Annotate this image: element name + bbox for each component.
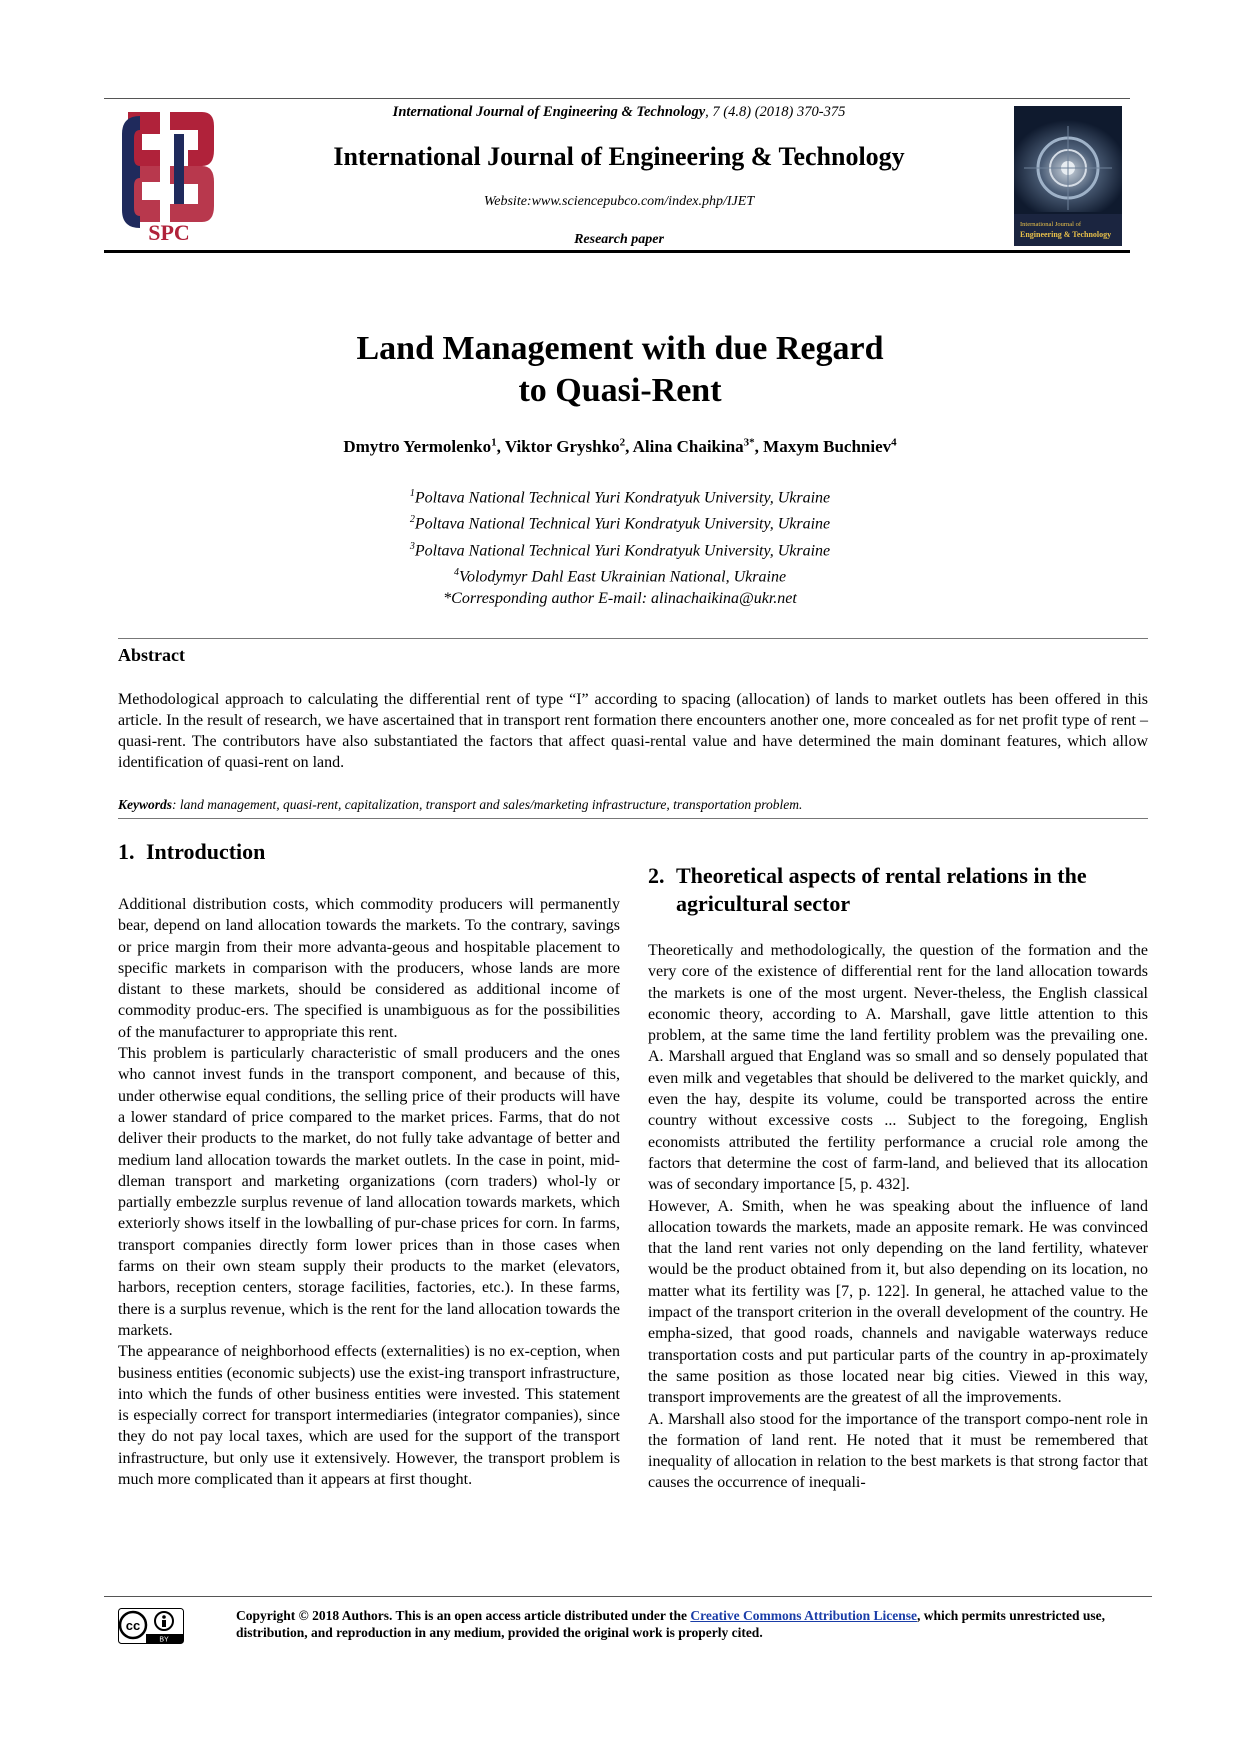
journal-name: International Journal of Engineering & Technology: [333, 142, 905, 171]
paper-type: Research paper: [574, 232, 664, 247]
right-column: [648, 862, 1148, 1494]
abstract-top-rule: [118, 638, 1148, 639]
affiliation: $^1$Poltava National Technical Yuri Kondratyuk University, Ukraine: [409, 488, 831, 507]
paragraph: However, A. Smith, when he was speaking about the influence of land allocation towards the markets, made an apposite remark. He was convinced that the land rent varies not only depending on the land fertility, whatever would be the product obtained from it, but also depending on its location, no matter what its fertility was [7, p. 122]. In general, he attached value to the impact of the transport criterion in the overall development of the country. He empha-sized, that good roads, channels and navigable waterways reduce transportation costs and put particular parts of the country in ap-proximately the same position as those located near big cities. Viewed in this way, transport improvements are the greatest of all the improvements.: [648, 1197, 1148, 1407]
author: Dmytro Yermolenko$^1$,: [343, 436, 505, 456]
section-heading-introduction: [118, 838, 620, 866]
footer-rule: [104, 1596, 1152, 1597]
license-link[interactable]: Creative Commons Attribution License: [690, 1608, 917, 1623]
affiliation: $^3$Poltava National Technical Yuri Kondratyuk University, Ukraine: [409, 540, 831, 559]
corresponding-author: *Corresponding author E-mail: alinachaikina@ukr.net: [443, 590, 797, 608]
affiliation-list: [200, 483, 1040, 610]
author: Maxym Buchniev$^4$: [763, 436, 897, 456]
section-title: Introduction: [146, 839, 266, 864]
journal-citation: [234, 104, 1004, 121]
paper-title-line-1: Land Management with due Regard: [356, 330, 884, 367]
keywords: [118, 797, 1148, 813]
paragraph: Additional distribution costs, which commodity producers will permanently bear, depend on land allocation towards the markets. To the contrary, savings or price margin from their more advanta-geous and hospitable placement to specific markets in comparison with the producers, whose lands are more distant to these markets, should be considered as additional income of commodity produc-ers. The specified is unambiguous as for the possibilities of the manufacturer to appropriate this rent.: [118, 896, 620, 1041]
section-number: 1.: [118, 839, 135, 864]
keywords-label: Keywords: [118, 797, 172, 812]
paragraph: The appearance of neighborhood effects (externalities) is no ex-ception, when business entities (economic subjects) use the exist-ing transport infrastructure, into which the funds of other business entities were invested. This statement is especially correct for transport intermediaries (integrator companies), since they do not pay local taxes, which are used for the support of the transport infrastructure, but only use it extensively. However, the transport problem is much more complicated than it appears at first thought.: [118, 1343, 620, 1489]
journal-citation-name: International Journal of Engineering & Technology: [392, 104, 706, 120]
paragraph: A. Marshall also stood for the importance of the transport compo-nent role in the formation of land rent. He noted that it must be remembered that inequality of allocation in relation to the best markets is that strong factor that causes the occurrence of inequali-: [648, 1410, 1148, 1492]
affiliation: $^4$Volodymyr Dahl East Ukrainian National, Ukraine: [453, 566, 787, 586]
author: Alina Chaikina$^{3*}$,: [632, 436, 764, 456]
abstract-heading: Abstract: [118, 645, 185, 665]
abstract-text: Methodological approach to calculating the differential rent of type “I” according to spacing (allocation) of lands to market outlets has been offered in this article. In the result of research, we have ascertained that in transport rent formation there encounters another one, more concealed as for net profit type of rent – quasi-rent. The contributors have also substantiated the factors that affect quasi-rental value and have determined the main dominant features, which allow identification of quasi-rent on land.: [118, 691, 1148, 771]
paper-title: [200, 328, 1040, 412]
affiliation: $^2$Poltava National Technical Yuri Kondratyuk University, Ukraine: [409, 514, 831, 533]
section-number: 2.: [648, 863, 665, 888]
cover-text-2: Engineering & Technology: [1020, 230, 1112, 239]
journal-header: [104, 98, 1130, 254]
spc-logo-text: SPC: [148, 220, 190, 244]
cc-text: cc: [125, 1618, 141, 1633]
paragraph: This problem is particularly characteristic of small producers and the ones who cannot invest funds in the transport component, and because of this, under otherwise equal conditions, the selling price of their products will have a lower standard of price compared to the market prices. Farms, that do not deliver their products to the market, do not fully take advantage of better and medium land allocation towards the market outlets. In the case in point, mid-dleman transport and marketing organizations (corn traders) whol-ly or partially embezzle surplus revenue of land allocation towards markets, which exteriorly shows itself in the lowballing of pur-chase prices for corn. In farms, transport companies directly form lower prices than in those cases when farms on their own steam supply their products to the market (elevators, harbors, reception centers, storage facilities, factories, etc.). In these farms, there is a surplus revenue, which is the rent for the land allocation towards the markets.: [118, 1045, 620, 1339]
paragraph: Theoretically and methodologically, the question of the formation and the very core of the existence of differential rent for the land allocation towards the markets is one of the most urgent. Never-theless, the English classical economic theory, according to A. Marshall, gave little attention to this problem, at the same time the land fertility problem was the prevailing one. A. Marshall argued that England was so small and so densely populated that even milk and vegetables that should be delivered to the market quickly, and even the hay, despite its volume, could be transported across the entire country without excessive costs ... Subject to the foregoing, English economists attributed the fertility performance a crucial role among the factors that determine the cost of farm-land, and believed that its allocation was of secondary importance [5, p. 432].: [648, 942, 1148, 1194]
journal-cover-image: [1014, 106, 1122, 246]
journal-citation-volume: , 7 (4.8) (2018) 370-375: [705, 104, 846, 120]
header-bottom-rule: [104, 250, 1130, 253]
author-list: [150, 436, 1090, 457]
copyright-notice: Copyright © 2018 Authors. This is an open access article distributed under the Creative Commons Attribution License, which permits unrestricted use, distribution, and reproduction in any medium, provided the original work is properly cited.: [236, 1608, 1105, 1640]
journal-website[interactable]: Website:www.sciencepubco.com/index.php/IJET: [483, 194, 755, 209]
keywords-list: : land management, quasi-rent, capitalization, transport and sales/marketing infrastructure, transportation problem.: [172, 797, 803, 812]
spc-logo: [114, 104, 224, 244]
cover-text-1: International Journal of: [1020, 221, 1082, 228]
paper-title-line-2: to Quasi-Rent: [518, 372, 722, 409]
author: Viktor Gryshko$^2$,: [504, 436, 633, 456]
section-heading-theoretical-aspects: [648, 862, 1148, 918]
by-text: BY: [159, 1636, 169, 1644]
header-top-rule: [104, 98, 1130, 99]
abstract-bottom-rule: [118, 818, 1148, 819]
section-title: Theoretical aspects of rental relations in the agricultural sector: [676, 863, 1087, 916]
left-column: [118, 838, 620, 1490]
cc-by-license-icon[interactable]: [118, 1608, 184, 1644]
